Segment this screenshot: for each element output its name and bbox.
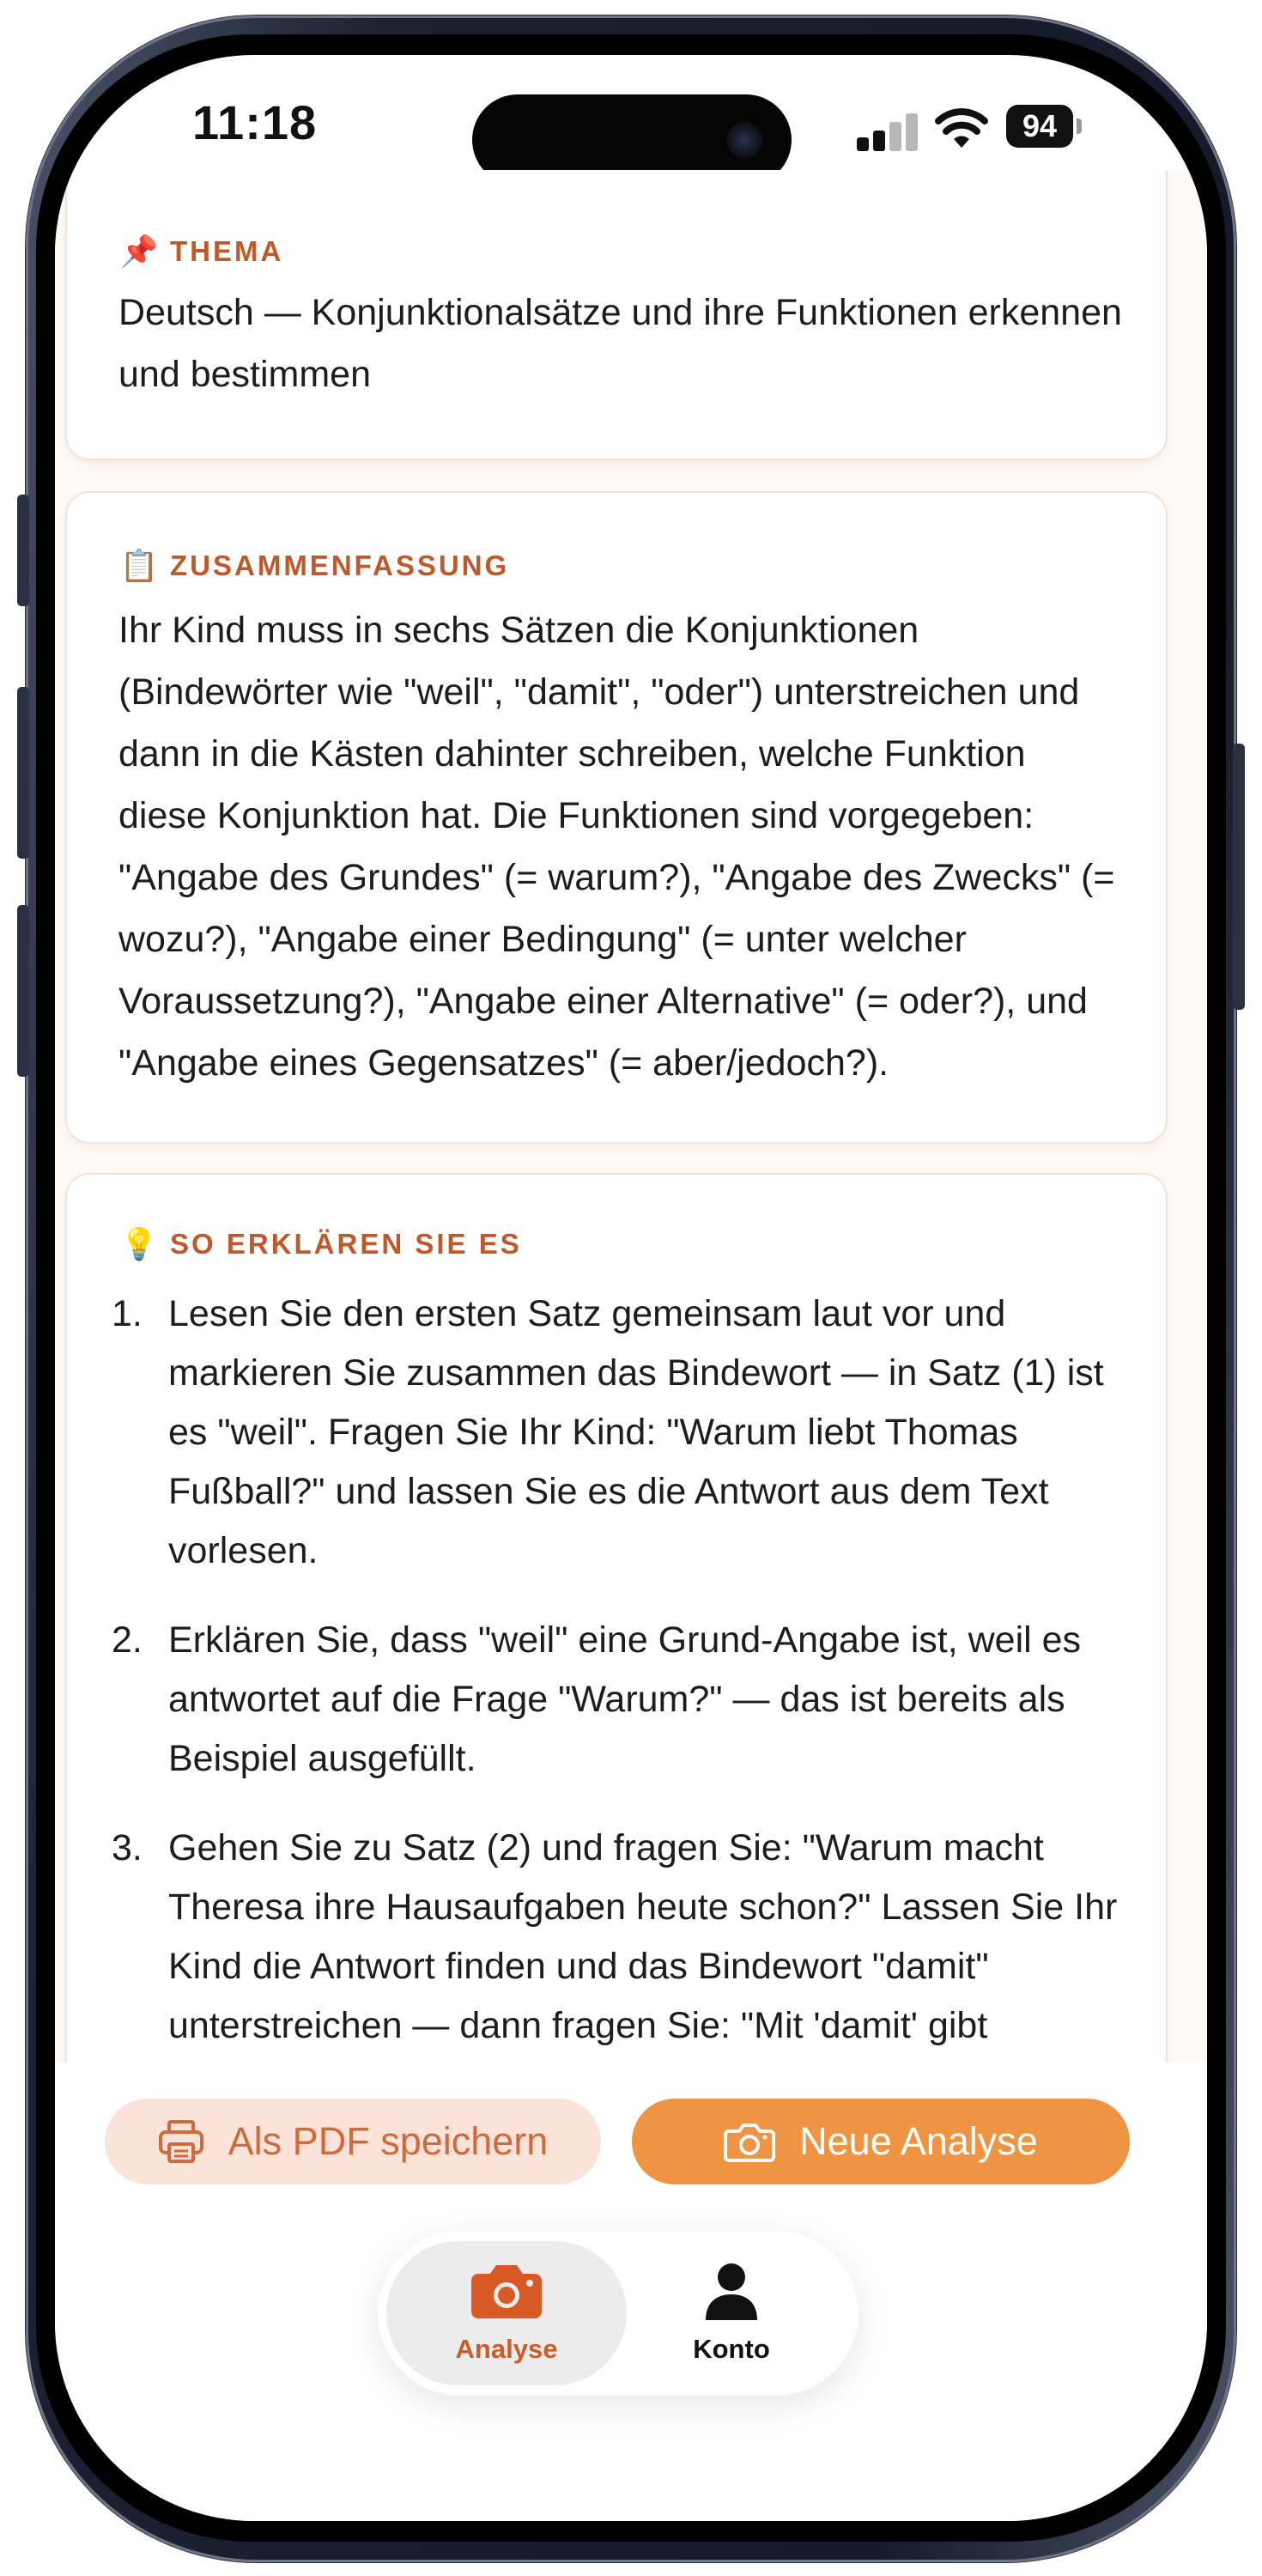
step-item <box>112 1611 1142 1789</box>
step-number: 2. <box>112 1619 143 1661</box>
zusammenfassung-text: Ihr Kind muss in sechs Sätzen die Konjunktionen (Bindewörter wie "weil", "damit", "oder") unterstreichen und dann in die Kästen dahinter schreiben, welche Funktion diese Konjunktion hat. Die Funktionen sind vorgegeben: "Angabe des Grundes" (= warum?), "Angabe des Zwecks" (= wozu?), "Angabe einer Bedingung" (= unter welcher Voraussetzung?), "Angabe einer Alternative" (= oder?), und "Angabe eines Gegensatzes" (= aber/jedoch?). <box>118 610 1115 1084</box>
battery-tip <box>1077 118 1082 134</box>
status-time: 11:18 <box>192 95 318 149</box>
camera-icon <box>470 2262 543 2320</box>
save-pdf-button[interactable] <box>105 2099 601 2184</box>
new-analysis-button[interactable] <box>632 2099 1130 2184</box>
erklaeren-header <box>118 1226 522 1262</box>
tab-analyse-label: Analyse <box>455 2334 558 2364</box>
step-text: Lesen Sie den ersten Satz gemeinsam laut vor und markieren Sie zusammen das Bindewort — in Satz (1) ist es "weil". Fragen Sie Ihr Kind: "Warum liebt Thomas Fußball?" und lassen Sie es die Antwort aus dem Text vorlesen. <box>168 1293 1104 1571</box>
step-number: 1. <box>112 1293 143 1334</box>
front-camera-icon <box>726 122 762 158</box>
tab-analyse[interactable] <box>386 2241 627 2385</box>
thema-text: Deutsch — Konjunktionalsätze und ihre Funktionen erkennen und bestimmen <box>118 292 1122 395</box>
thema-card <box>65 170 1168 460</box>
screen <box>55 55 1207 2521</box>
save-pdf-label: Als PDF speichern <box>228 2119 549 2163</box>
erklaeren-card <box>65 1173 1168 2063</box>
camera-icon <box>724 2121 775 2162</box>
step-text: Gehen Sie zu Satz (2) und fragen Sie: "Warum macht Theresa ihre Hausaufgaben heute schon?" Lassen Sie Ihr Kind die Antwort finden und das Bindewort "damit" unterstreichen — dann fragen Sie: "Mit 'damit' gibt <box>168 1827 1118 2046</box>
thema-title: THEMA <box>170 235 284 267</box>
printer-icon <box>158 2120 204 2163</box>
battery-icon: 94 <box>1006 105 1073 148</box>
erklaeren-title: SO ERKLÄREN SIE ES <box>170 1228 522 1260</box>
step-item <box>112 1819 1142 2056</box>
thema-header <box>118 234 283 270</box>
tab-bar <box>378 2231 859 2396</box>
zusammenfassung-header <box>118 548 509 584</box>
clipboard-icon: 📋 <box>119 548 159 583</box>
step-item <box>112 1285 1142 1581</box>
action-bar <box>55 2063 1207 2521</box>
volume-up-button <box>17 687 29 859</box>
light-bulb-icon: 💡 <box>119 1226 159 1261</box>
steps-list <box>112 1285 1142 2063</box>
volume-down-button <box>17 905 29 1077</box>
pushpin-icon: 📌 <box>119 234 159 269</box>
power-button <box>1233 744 1245 1010</box>
zusammenfassung-title: ZUSAMMENFASSUNG <box>170 550 510 581</box>
step-text: Erklären Sie, dass "weil" eine Grund-Angabe ist, weil es antwortet auf die Frage "Warum?" — das ist bereits als Beispiel ausgefüllt. <box>168 1619 1082 1779</box>
new-analysis-label: Neue Analyse <box>799 2119 1038 2163</box>
zusammenfassung-card <box>65 491 1168 1144</box>
step-number: 3. <box>112 1827 143 1868</box>
person-icon <box>704 2262 759 2322</box>
tab-konto-label: Konto <box>693 2334 770 2364</box>
tab-konto[interactable] <box>611 2241 852 2385</box>
analysis-content[interactable] <box>55 170 1207 2063</box>
wifi-icon <box>934 105 989 151</box>
cellular-signal-icon <box>857 112 919 151</box>
action-button <box>17 495 29 606</box>
